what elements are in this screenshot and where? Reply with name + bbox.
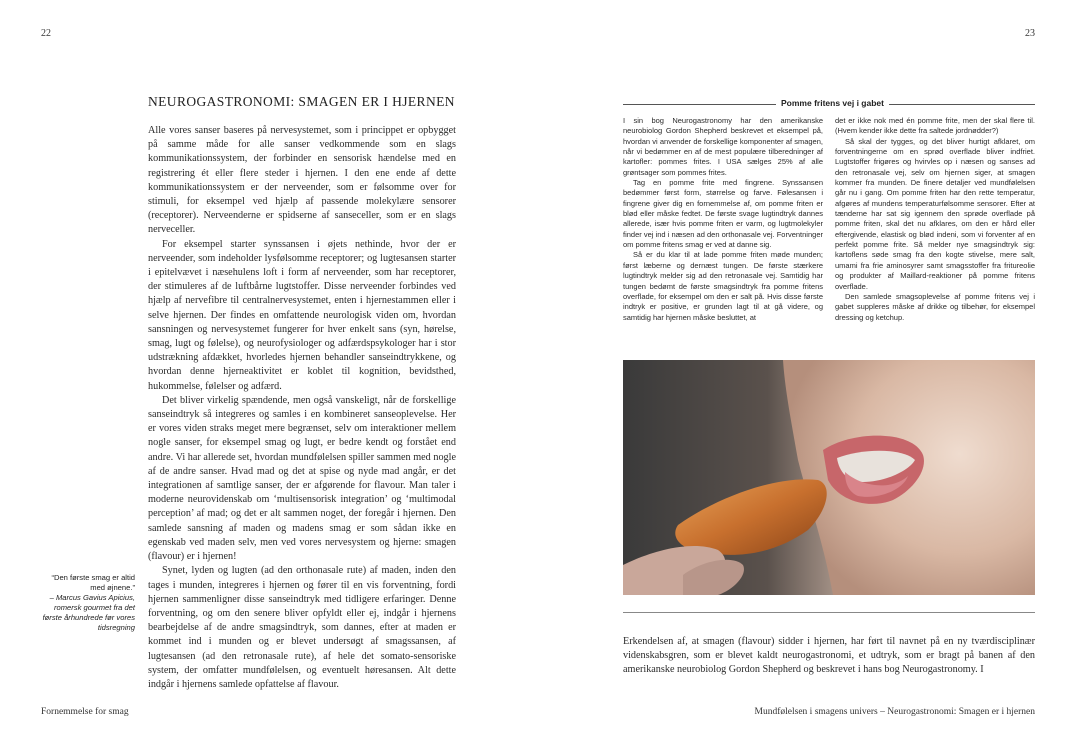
paragraph: For eksempel starter synssansen i øjets nethinde, hvor der er nerveender, som indeholder lysfølsomme receptorer; og lugtesansen starter i epitelvævet i næsehulens loft i form af nerveender, som har receptorer, der stimuleres af de luftbårne lugtstoffer. Disse nerveender forbindes ved hjælp af nervefibre til centralnervesystemet, enten i hjernestammen eller i selve hjernen. Der findes en omfattende neurologisk viden om, hvordan sansningen og nervesystemet fungerer for hver enkelt sans (syn, hørelse, smag, lugt og følelse), og neurofysiologer og adfærdspsykologer har i stor udstrækning afdækket, hvorledes hjernen behandler sanseindtrykkene, og hvordan denne hjerneaktivitet er koblet til kognition, bevidsthed, hukommelse, følelser og adfærd.: [148, 238, 456, 392]
paragraph: Alle vores sanser baseres på nervesystemet, som i princippet er opbygget på samme måde for alle sanser vedkommende som en slags kommunikationssystem, der forbinder en sensorisk hændelse med en registrering ét eller flere steder i hjernen. I den ene ende af dette kommunikationssystem er der nerveender, som er følsomme over for stimuli, for eksempel ved hjælp af passende molekylære sensorer (receptorer). Nerveenderne er spidserne af sanseceller, som er en slags nerveceller.: [148, 125, 456, 236]
right-body-text: [623, 635, 1035, 678]
page-title: NEUROGASTRONOMI: SMAGEN ER I HJERNEN: [148, 94, 455, 109]
box-paragraph: Den samlede smagsoplevelse af pomme fritens vej i gabet suppleres måske af drikke og tilbehør, for eksempel dressing og ketchup.: [835, 291, 1035, 322]
left-page-number: 22: [41, 28, 51, 39]
box-paragraph: Tag en pomme frite med fingrene. Synssansen bedømmer først form, størrelse og farve. Følesansen i fingrene giver dig en fornemmelse af, om pomme friten er blød eller måske fedtet. De første svage lugtindtryk dannes allerede, især hvis pomme friten er varm, og lugtmolekyler finder vej ind i næsen ad den orthonasale vej. Forventninger om pomme fritens smag er ved at danne sig.: [623, 178, 823, 250]
box-column-1: [623, 116, 823, 323]
left-body-text: [148, 124, 456, 692]
quote-text: “Den første smag er altid med øjnene.”: [51, 573, 135, 592]
right-footer: Mundfølelsen i smagens univers – Neurogastronomi: Smagen er i hjernen: [754, 707, 1035, 717]
box-paragraph: I sin bog Neurogastronomy har den amerikanske neurobiolog Gordon Shepherd beskrevet et eksempel på, hvordan vi anvender de forskellige komponenter af smagen, når vi bedømmer en af de mest populære tilberedninger af kartofler: pommes frites. I USA sælges 25% af alle grøntsager som pommes frites.: [623, 116, 823, 177]
left-footer: Fornemmelse for smag: [41, 707, 129, 717]
box-paragraph: Så er du klar til at lade pomme friten møde munden; først læberne og dernæst tungen. De første stærkere lugtindtryk melder sig ad den retronasale vej. Samtidig har tungen bedømt de første smagsindtryk fra pomme fritens overflade, for eksempel om den er salt på. Hvis disse første indtryk er positive, er grunden lagt til at gå videre, og samtidig har hjernen måske besluttet, at: [623, 250, 823, 322]
box-title: Pomme fritens vej i gabet: [776, 98, 889, 108]
box-paragraph: Så skal der tygges, og det bliver hurtigt afklaret, om forventningerne om en sprød overflade bliver indfriet. Lugtstoffer frigøres og hvirvles op i næsen og sanses ad den retronasale vej, selv om hjernen siger, at smagen kommer fra munden. De finere detaljer ved mundfølelsen går nu i gang. Om pomme friten har den rette temperatur, afgøres af mundens temperaturfølsomme sensorer. Efter at tænderne har sat sig igennem den sprøde overflade på pomme friten, skal det nu afklares, om den er hård eller eftergivende, elastisk og blød indeni, som vi forventer af en perfekt pomme frite. Så melder nye smagsindtryk sig: kartoflens søde smag fra den kogte stivelse, mere salt, umami fra frie aminosyrer samt smagsstoffer fra friturеolie og produkter af Maillard-reaktioner på pomme fritens overflade.: [835, 136, 1035, 291]
quote-attribution: – Marcus Gavius Apicius, romersk gourmet fra det første århundrede før vores tidsregning: [42, 593, 135, 632]
box-paragraph: det er ikke nok med én pomme frite, men der skal flere til. (Hvem kender ikke dette fra saltede jordnødder?): [835, 116, 1035, 136]
paragraph: Synet, lyden og lugten (ad den orthonasale rute) af maden, inden den tages i munden, integreres i hjernen og fører til en vis forventning, fordi hjernen sammenligner disse sanseindtryk med tidligere erfaringer. Denne forventning, og om den senere bliver opfyldt eller ej, indgår i hjernens bearbejdelse af de andre smagsindtryk, som dannes, efter at maden er kommet ind i munden og er blevet undersøgt af smagssansen, af lugtesansen (ad den retronasale rute), af hele det somato-sensoriske system, der omfatter mundfølelsen, og eventuelt høresansen. Alt dette indgår i hjernens samlede opfattelse af flavour.: [148, 565, 456, 690]
paragraph: Erkendelsen af, at smagen (flavour) sidder i hjernen, har ført til navnet på en ny tværdisciplinær videnskabsgren, som er blevet kaldt neurogastronomi, et udtryk, som er bragt på banen af den amerikanske neurobiolog Gordon Shepherd og beskrevet i hans bog Neurogastronomy. I: [623, 636, 1035, 676]
right-page-number: 23: [1025, 28, 1035, 39]
bottom-rule: [623, 612, 1035, 613]
side-quote: [38, 573, 135, 633]
paragraph: Det bliver virkelig spændende, men også vanskeligt, når de forskellige sanseindtryk så integreres og samles i en kombineret sanseoplevelse. Her er vores viden straks meget mere begrænset, selv om interaktioner mellem nogle sanser, for eksempel smag og lugt, er bedre kendt og forstået end andre. Vi har allerede set, hvordan mundfølelsen spiller sammen med nogle af de andre sanser. Hvad mad og det at spise og nyde mad angår, er det integrationen af samtlige sanser, der er afgørende for flavour. Man taler i moderne neurovidenskab om ‘multisensorisk integration’ og ‘multimodal perception’ af mad; og det er alt sammen noget, der foregår i hjernen. Den samlede sansning af maden og madens smag er som sådan ikke en egenskab ved maden selv, men ved vores nervesystem og hjerne: smagen (flavour) er i hjernen!: [148, 394, 456, 563]
photo-person-eating-fry-icon: [623, 360, 1035, 595]
box-column-2: [835, 116, 1035, 323]
